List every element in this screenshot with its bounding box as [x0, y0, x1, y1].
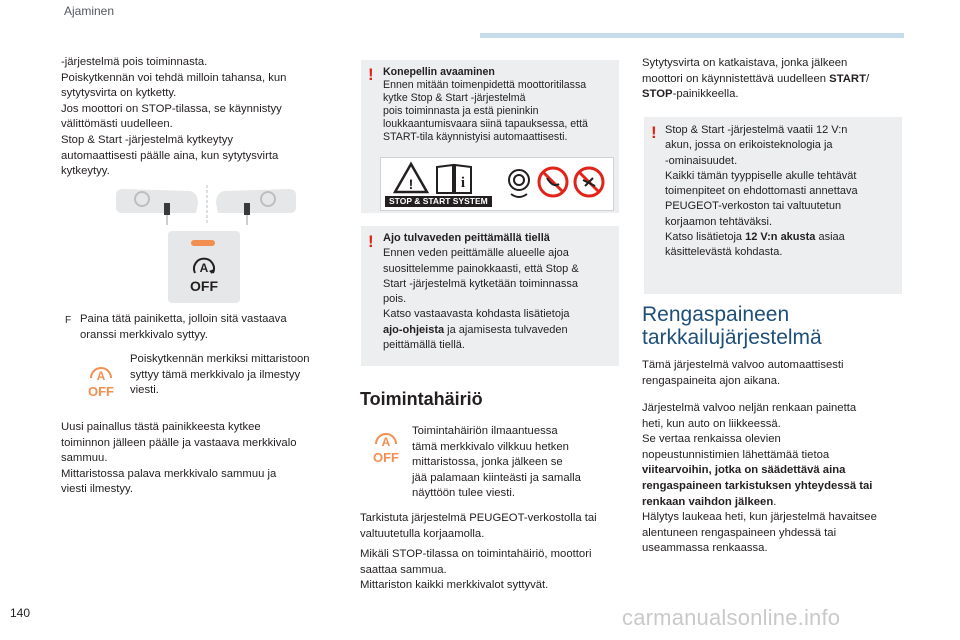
text-line: Paina tätä painiketta, jolloin sitä vastaava [80, 313, 287, 325]
warning-exclamation-icon: ! [368, 65, 374, 84]
warning-flood-text [383, 231, 615, 353]
text-line: Tarkistuta järjestelmä PEUGEOT-verkostolla tai [360, 512, 597, 524]
fault-note [412, 424, 617, 502]
text-line: pois toiminnasta ja estä pieninkin [383, 105, 539, 117]
text-line: Sytytysvirta on katkaistava, jonka jälkeen [642, 57, 848, 69]
text-line: START-tila käynnistyisi automaattisesti. [383, 131, 568, 143]
warning-hood-text [383, 66, 615, 144]
text-line: Stop & Start -järjestelmä kytkeytyy [61, 133, 234, 146]
text-line: -järjestelmä pois toiminnasta. [61, 56, 208, 68]
text-line: saattaa sammua. [360, 563, 447, 576]
bold-text: START [829, 72, 866, 85]
col3-paragraph-2 [642, 358, 907, 389]
off-label: OFF [190, 278, 218, 294]
bullet-marker: F [65, 315, 72, 326]
text-line [665, 230, 900, 245]
sticker-label: STOP & START SYSTEM [385, 196, 492, 207]
text-line: Tämä järjestelmä valvoo automaattisesti [642, 359, 844, 371]
bold-text: STOP [642, 88, 673, 101]
text-line [642, 87, 907, 103]
section-title: Ajaminen [64, 4, 115, 18]
off-fault-icon [367, 430, 405, 464]
text-line: nopeustunnistimien lähettämää tietoa [642, 448, 830, 461]
text-line: Ennen veden peittämälle alueelle ajoa [383, 247, 569, 260]
no-touch-fan-icons [507, 160, 607, 206]
text-line: kytke Stop & Start -järjestelmä [383, 92, 526, 104]
text-line: loukkaantumisvaara siinä tapauksessa, että [383, 118, 588, 130]
text-line: Start -järjestelmä kytketään toiminnassa [383, 277, 579, 290]
warning-exclamation-icon: ! [368, 232, 374, 251]
text-line: valtuutetulla korjaamolla. [360, 527, 485, 540]
text-line [383, 323, 615, 338]
heading-line: Rengaspaineen [642, 303, 790, 326]
text-line: Poiskytkennän merkiksi mittaristoon [130, 353, 310, 365]
orange-indicator [191, 240, 215, 246]
bold-line: rengaspaineen tarkistuksen yhteydessä tai [642, 479, 873, 492]
section-heading-tpms [642, 303, 907, 349]
svg-text:OFF: OFF [373, 450, 399, 464]
off-warning-icon [82, 364, 120, 398]
text-span: ja ajamisesta tulvaveden [444, 323, 568, 336]
text-line: välittömästi uudelleen. [61, 118, 173, 131]
text-line: jää palamaan kiinteästi ja samalla [412, 471, 581, 484]
text-line: heti, kun auto on liikkeessä. [642, 417, 781, 430]
text-line: suosittelemme painokkaasti, että Stop & [383, 262, 579, 275]
text-line: toiminnon jälleen päälle ja vastaava merkkivalo [61, 436, 297, 449]
text-line: korjaamon tehtäväksi. [665, 215, 772, 228]
text-line [642, 72, 907, 88]
text-line: Hälytys laukeaa heti, kun järjestelmä havaitsee [642, 511, 877, 524]
text-span: / [865, 72, 870, 85]
text-span: -painikkeella. [672, 88, 739, 101]
text-line [642, 495, 907, 511]
text-line: pois. [383, 293, 407, 306]
warning-title: Konepellin avaaminen [383, 66, 495, 78]
text-span: moottori on käynnistettävä uudelleen [642, 72, 830, 85]
text-span: . [773, 495, 777, 508]
col3-paragraph-1 [642, 56, 907, 103]
text-line: oranssi merkkivalo syttyy. [80, 328, 208, 341]
text-line: Toimintahäiriön ilmaantuessa [412, 425, 558, 437]
svg-text:A: A [199, 261, 209, 275]
bold-text: ajo-ohjeista [383, 323, 445, 336]
text-line: sytytysvirta on kytketty. [61, 87, 177, 100]
text-line: tämä merkkivalo vilkkuu hetken [412, 440, 569, 453]
text-span: Katso lisätietoja [665, 231, 746, 244]
text-line: Mittariston kaikki merkkivalot syttyvät. [360, 579, 549, 592]
dashboard-illustration [112, 185, 302, 225]
col3-paragraph-3 [642, 401, 907, 557]
watermark: carmanualsonline.info [622, 605, 841, 630]
text-line: käsittelevästä kohdasta. [665, 246, 783, 259]
section-heading-fault: Toimintahäiriö [360, 389, 483, 409]
page-number: 140 [10, 606, 31, 620]
warning-manual-icon [393, 161, 503, 195]
text-line: mittaristossa, jonka jälkeen se [412, 456, 563, 469]
col2-paragraph-1 [360, 511, 625, 542]
text-line: Järjestelmä valvoo neljän renkaan painetta [642, 402, 857, 414]
warning-battery-text [665, 123, 900, 261]
text-line: -ominaisuudet. [665, 154, 738, 167]
heading-line: tarkkailujärjestelmä [642, 326, 822, 349]
svg-text:!: ! [408, 176, 414, 192]
stop-start-sticker [380, 157, 614, 211]
bold-text: renkaan vaihdon jälkeen [642, 495, 774, 508]
text-line: Poiskytkennän voi tehdä milloin tahansa, kun [61, 71, 287, 84]
text-line: syttyy tämä merkkivalo ja ilmestyy [130, 368, 301, 381]
svg-text:i: i [460, 175, 466, 191]
svg-text:OFF: OFF [88, 384, 114, 398]
stop-start-off-button [168, 231, 240, 303]
col1-paragraph-1 [61, 55, 341, 180]
col2-paragraph-2 [360, 547, 625, 594]
text-line: Se vertaa renkaissa olevien [642, 433, 781, 446]
text-line: peittämällä tiellä. [383, 339, 465, 352]
col1-bullet [80, 312, 340, 343]
text-line: automaattisesti päälle aina, kun sytytysvirta [61, 149, 279, 162]
text-line: akun, jossa on erikoisteknologia ja [665, 139, 833, 152]
bold-text: 12 V:n akusta [745, 231, 816, 244]
text-line: Kaikki tämän tyyppiselle akulle tehtävät [665, 169, 857, 182]
text-line: Stop & Start -järjestelmä vaatii 12 V:n [665, 124, 848, 136]
auto-a-icon [190, 255, 218, 277]
col1-icon-note [130, 352, 340, 399]
text-line: sammuu. [61, 452, 108, 465]
svg-text:A: A [96, 369, 106, 383]
text-span: asiaa [815, 231, 845, 244]
text-line: Ennen mitään toimenpidettä moottoritilassa [383, 79, 587, 91]
text-line: Mikäli STOP-tilassa on toimintahäiriö, moottori [360, 548, 592, 560]
text-line: Katso vastaavasta kohdasta lisätietoja [383, 308, 570, 321]
header-bar [480, 33, 904, 38]
svg-text:A: A [381, 435, 391, 449]
warning-title: Ajo tulvaveden peittämällä tiellä [383, 232, 550, 244]
col1-paragraph-2 [61, 420, 346, 498]
text-line: useammassa renkaassa. [642, 542, 768, 555]
text-line: kytkeytyy. [61, 165, 110, 178]
text-line: näyttöön tulee viesti. [412, 487, 515, 500]
text-line: rengaspaineita ajon aikana. [642, 374, 781, 387]
text-line: Mittaristossa palava merkkivalo sammuu ja [61, 467, 277, 480]
text-line: Uusi painallus tästä painikkeesta kytkee [61, 421, 261, 433]
text-line: PEUGEOT-verkoston tai valtuutetun [665, 200, 842, 213]
text-line: alentuneen rengaspaineen yhdessä tai [642, 526, 837, 539]
text-line: viesti ilmestyy. [61, 483, 133, 496]
text-line: toimenpiteet on ehdottomasti annettava [665, 185, 858, 198]
warning-exclamation-icon: ! [651, 123, 657, 142]
bold-line: viitearvoihin, jotka on säädettävä aina [642, 464, 846, 477]
text-line: Jos moottori on STOP-tilassa, se käynnistyy [61, 102, 282, 115]
text-line: viesti. [130, 384, 159, 397]
